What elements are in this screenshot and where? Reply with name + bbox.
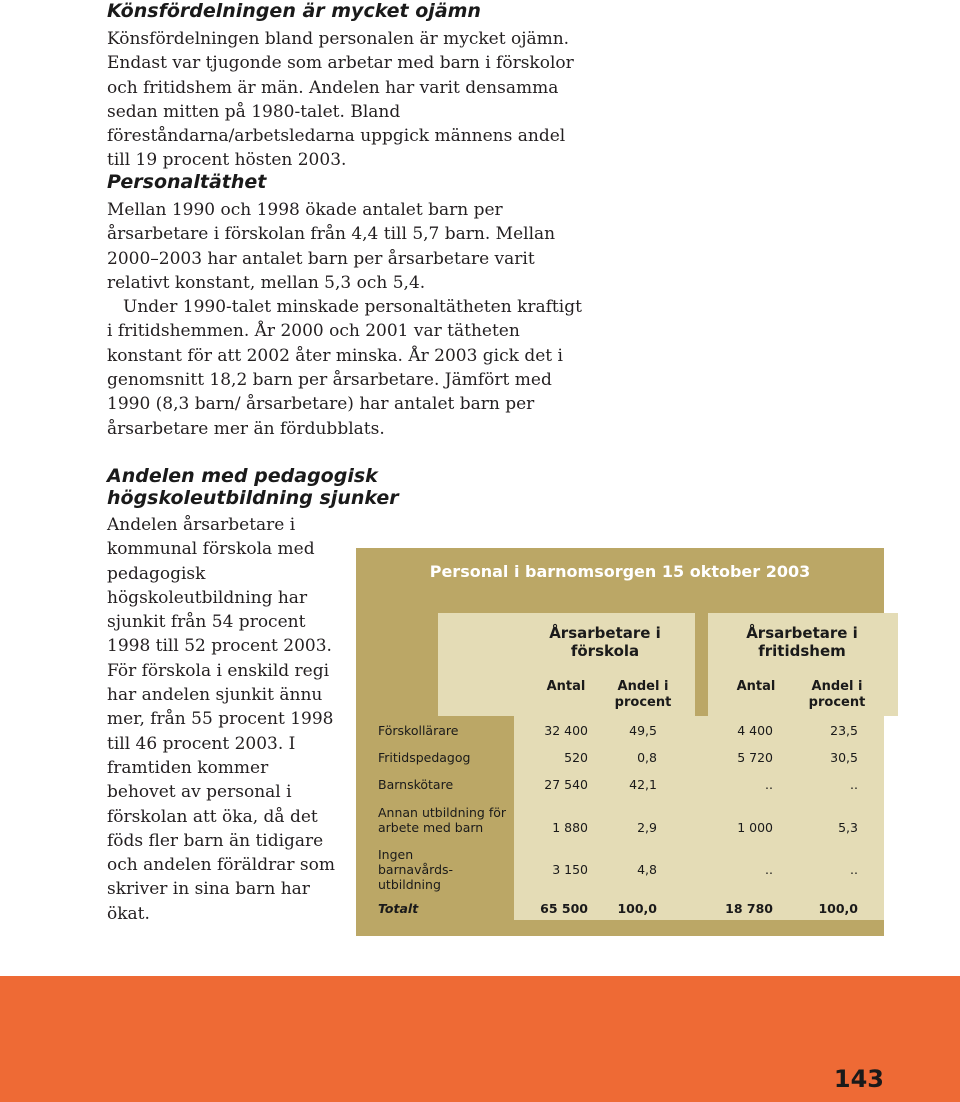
cell-pre-share: 4,8 [637, 862, 657, 877]
heading-education-line-1: Andelen med pedagogisk [107, 465, 378, 487]
density-paragraph-2: Under 1990-talet minskade personaltätheten kraftigt i fritidshemmen. År 2000 och 2001 var tätheten konstant för att 2002 åter minska. År 2003 gick det i genomsnitt 18,2 barn per årsarbetare. Jämfört med 1990 (8,3 barn/ årsarbetare) har antalet barn per årsarbetare mer än fördubblats. [107, 297, 582, 439]
cell-pre-share: 0,8 [637, 750, 657, 765]
row-label-barnskotare: Barnskötare [378, 777, 454, 792]
group-header-preschool: Årsarbetare i förskola [549, 624, 661, 660]
cell-pre-count: 27 540 [544, 777, 588, 792]
cell-fri-share: 30,5 [830, 750, 858, 765]
col-header-fri-count: Antal [736, 679, 776, 694]
row-label-annan-utbildning: Annan utbildning för arbete med barn [378, 805, 507, 835]
cell-fri-share: 5,3 [838, 820, 858, 835]
row-label-forskollarare: Förskollärare [378, 723, 459, 738]
heading-education-line-2: högskoleutbildning sjunker [107, 487, 399, 509]
footer-bar [0, 976, 960, 1102]
row-label-fritidspedagog: Fritidspedagog [378, 750, 471, 765]
col-header-pre-count: Antal [546, 679, 586, 694]
cell-pre-count: 3 150 [552, 862, 588, 877]
cell-fri-share: 23,5 [830, 723, 858, 738]
cell-total-fri-count: 18 780 [725, 901, 773, 916]
page-number: 143 [833, 1065, 884, 1093]
cell-fri-share: .. [850, 777, 858, 792]
heading-gender: Könsfördelningen är mycket ojämn [107, 0, 481, 22]
density-paragraph-1: Mellan 1990 och 1998 ökade antalet barn per årsarbetare i förskolan från 4,4 till 5,7 barn. Mellan 2000–2003 har antalet barn per årsarbetare varit relativt konstant, mellan 5,3 och 5,4. [107, 200, 556, 293]
col-header-fri-share: Andel i procent [808, 679, 866, 710]
cell-total-pre-share: 100,0 [617, 901, 657, 916]
cell-total-fri-share: 100,0 [818, 901, 858, 916]
cell-total-pre-count: 65 500 [540, 901, 588, 916]
cell-pre-share: 2,9 [637, 820, 657, 835]
heading-education [107, 465, 399, 509]
paragraph-gender: Könsfördelningen bland personalen är mycket ojämn. Endast var tjugonde som arbetar med barn i förskolor och fritidshem är män. Andelen har varit densamma sedan mitten på 1980-talet. Bland föreståndarna/arbetsledarna uppgick männens andel till 19 procent hösten 2003. [107, 29, 574, 171]
heading-density: Personaltäthet [107, 171, 267, 193]
row-label-total: Totalt [378, 901, 419, 916]
cell-pre-share: 42,1 [629, 777, 657, 792]
cell-fri-count: 4 400 [737, 723, 773, 738]
values-background [514, 716, 884, 920]
table-title: Personal i barnomsorgen 15 oktober 2003 [429, 562, 811, 581]
paragraph-education: Andelen årsarbetare i kommunal förskola med pedagogisk högskoleutbildning har sjunkit från 54 procent 1998 till 52 procent 2003. För förskola i enskild regi har andelen sjunkit ännu mer, från 55 procent 1998 till 46 procent 2003. I framtiden kommer behovet av personal i förskolan att öka, då det föds fler barn än tidigare och andelen föräldrar som skriver in sina barn har ökat. [107, 515, 335, 924]
cell-fri-count: .. [765, 777, 773, 792]
cell-fri-share: .. [850, 862, 858, 877]
group-header-afterschool: Årsarbetare i fritidshem [746, 624, 858, 660]
cell-pre-share: 49,5 [629, 723, 657, 738]
paragraph-density [107, 198, 587, 441]
col-header-pre-share: Andel i procent [614, 679, 672, 710]
cell-fri-count: 5 720 [737, 750, 773, 765]
cell-fri-count: .. [765, 862, 773, 877]
cell-pre-count: 32 400 [544, 723, 588, 738]
cell-fri-count: 1 000 [737, 820, 773, 835]
cell-pre-count: 1 880 [552, 820, 588, 835]
row-label-ingen-utbildning: Ingen barnavårds- utbildning [378, 847, 454, 892]
cell-pre-count: 520 [564, 750, 588, 765]
